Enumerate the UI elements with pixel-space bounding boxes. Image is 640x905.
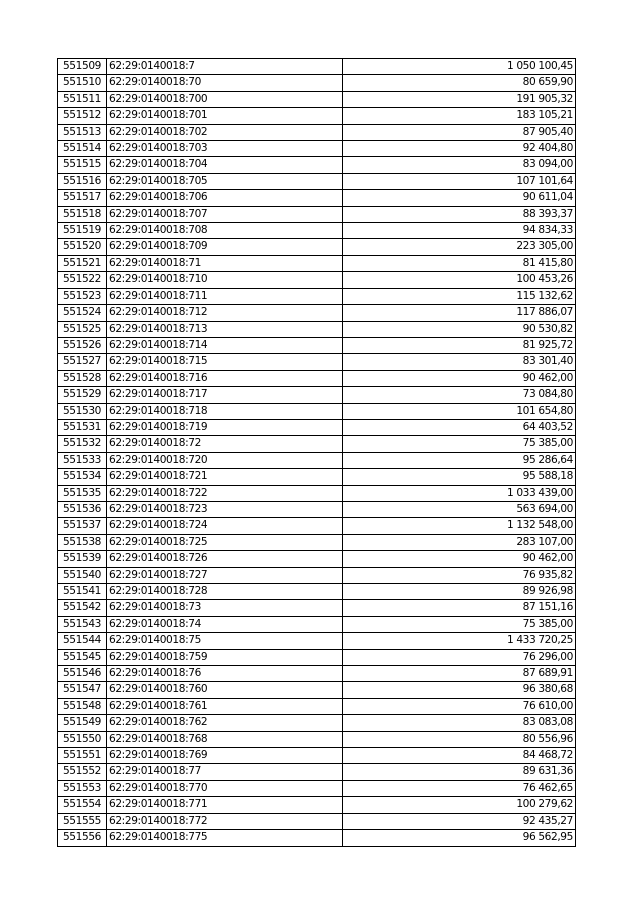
table-row [58,403,576,419]
cadastral-number-cell: 62:29:0140018:76 [107,666,343,682]
cadastral-number-cell: 62:29:0140018:760 [107,682,343,698]
cadastral-number-cell: 62:29:0140018:75 [107,633,343,649]
cadastral-number-cell: 62:29:0140018:712 [107,305,343,321]
cadastral-value-cell: 94 834,33 [343,223,576,239]
table-row [58,419,576,435]
cadastral-number-cell: 62:29:0140018:702 [107,124,343,140]
cadastral-number-cell: 62:29:0140018:728 [107,584,343,600]
row-id-cell: 551509 [58,59,107,75]
table-row [58,387,576,403]
table-row [58,830,576,846]
cadastral-number-cell: 62:29:0140018:775 [107,830,343,846]
cadastral-value-cell: 73 084,80 [343,387,576,403]
cadastral-value-cell: 90 462,00 [343,370,576,386]
row-id-cell: 551521 [58,255,107,271]
cadastral-value-cell: 80 659,90 [343,75,576,91]
table-row [58,255,576,271]
row-id-cell: 551525 [58,321,107,337]
cadastral-number-cell: 62:29:0140018:724 [107,518,343,534]
row-id-cell: 551555 [58,813,107,829]
cadastral-value-table [57,58,576,847]
row-id-cell: 551552 [58,764,107,780]
cadastral-value-cell: 90 530,82 [343,321,576,337]
table-row [58,124,576,140]
cadastral-number-cell: 62:29:0140018:761 [107,698,343,714]
table-row [58,633,576,649]
table-row [58,501,576,517]
cadastral-number-cell: 62:29:0140018:74 [107,616,343,632]
cadastral-value-cell: 107 101,64 [343,173,576,189]
row-id-cell: 551551 [58,748,107,764]
table-row [58,551,576,567]
row-id-cell: 551536 [58,501,107,517]
cadastral-number-cell: 62:29:0140018:771 [107,797,343,813]
table-row [58,108,576,124]
cadastral-number-cell: 62:29:0140018:720 [107,452,343,468]
table-row [58,797,576,813]
cadastral-value-cell: 76 296,00 [343,649,576,665]
cadastral-value-cell: 1 433 720,25 [343,633,576,649]
cadastral-number-cell: 62:29:0140018:706 [107,190,343,206]
cadastral-number-cell: 62:29:0140018:772 [107,813,343,829]
cadastral-number-cell: 62:29:0140018:700 [107,91,343,107]
table-row [58,666,576,682]
cadastral-number-cell: 62:29:0140018:725 [107,534,343,550]
table-row [58,518,576,534]
table-row [58,616,576,632]
cadastral-value-cell: 183 105,21 [343,108,576,124]
table-row [58,485,576,501]
table-row [58,715,576,731]
cadastral-number-cell: 62:29:0140018:769 [107,748,343,764]
table-body [58,59,576,847]
row-id-cell: 551545 [58,649,107,665]
cadastral-value-cell: 223 305,00 [343,239,576,255]
row-id-cell: 551526 [58,337,107,353]
cadastral-number-cell: 62:29:0140018:707 [107,206,343,222]
row-id-cell: 551529 [58,387,107,403]
table-row [58,59,576,75]
row-id-cell: 551511 [58,91,107,107]
row-id-cell: 551546 [58,666,107,682]
cadastral-value-cell: 87 689,91 [343,666,576,682]
table-row [58,813,576,829]
row-id-cell: 551547 [58,682,107,698]
row-id-cell: 551549 [58,715,107,731]
table-row [58,173,576,189]
row-id-cell: 551517 [58,190,107,206]
cadastral-value-cell: 96 562,95 [343,830,576,846]
cadastral-value-cell: 191 905,32 [343,91,576,107]
cadastral-value-cell: 87 905,40 [343,124,576,140]
table-row [58,91,576,107]
cadastral-value-cell: 76 462,65 [343,780,576,796]
cadastral-value-cell: 96 380,68 [343,682,576,698]
table-row [58,584,576,600]
table-row [58,305,576,321]
cadastral-number-cell: 62:29:0140018:714 [107,337,343,353]
cadastral-value-cell: 75 385,00 [343,616,576,632]
cadastral-value-cell: 100 279,62 [343,797,576,813]
row-id-cell: 551519 [58,223,107,239]
table-row [58,370,576,386]
cadastral-number-cell: 62:29:0140018:719 [107,419,343,435]
row-id-cell: 551523 [58,288,107,304]
cadastral-value-cell: 88 393,37 [343,206,576,222]
row-id-cell: 551513 [58,124,107,140]
cadastral-number-cell: 62:29:0140018:73 [107,600,343,616]
cadastral-number-cell: 62:29:0140018:705 [107,173,343,189]
table-row [58,682,576,698]
table-row [58,157,576,173]
row-id-cell: 551528 [58,370,107,386]
cadastral-number-cell: 62:29:0140018:711 [107,288,343,304]
cadastral-value-cell: 76 935,82 [343,567,576,583]
cadastral-value-cell: 115 132,62 [343,288,576,304]
row-id-cell: 551524 [58,305,107,321]
cadastral-value-cell: 1 050 100,45 [343,59,576,75]
cadastral-number-cell: 62:29:0140018:708 [107,223,343,239]
cadastral-number-cell: 62:29:0140018:71 [107,255,343,271]
table-row [58,649,576,665]
row-id-cell: 551553 [58,780,107,796]
cadastral-number-cell: 62:29:0140018:7 [107,59,343,75]
cadastral-value-cell: 75 385,00 [343,436,576,452]
cadastral-value-cell: 92 404,80 [343,141,576,157]
table-row [58,698,576,714]
cadastral-number-cell: 62:29:0140018:722 [107,485,343,501]
cadastral-number-cell: 62:29:0140018:717 [107,387,343,403]
cadastral-number-cell: 62:29:0140018:710 [107,272,343,288]
cadastral-number-cell: 62:29:0140018:768 [107,731,343,747]
cadastral-number-cell: 62:29:0140018:703 [107,141,343,157]
table-row [58,436,576,452]
table-row [58,731,576,747]
row-id-cell: 551534 [58,469,107,485]
row-id-cell: 551510 [58,75,107,91]
cadastral-number-cell: 62:29:0140018:77 [107,764,343,780]
cadastral-value-cell: 84 468,72 [343,748,576,764]
table-row [58,75,576,91]
cadastral-value-cell: 81 415,80 [343,255,576,271]
cadastral-value-cell: 80 556,96 [343,731,576,747]
row-id-cell: 551535 [58,485,107,501]
row-id-cell: 551532 [58,436,107,452]
row-id-cell: 551548 [58,698,107,714]
cadastral-number-cell: 62:29:0140018:718 [107,403,343,419]
row-id-cell: 551544 [58,633,107,649]
cadastral-number-cell: 62:29:0140018:726 [107,551,343,567]
cadastral-value-cell: 563 694,00 [343,501,576,517]
cadastral-number-cell: 62:29:0140018:727 [107,567,343,583]
row-id-cell: 551527 [58,354,107,370]
row-id-cell: 551533 [58,452,107,468]
cadastral-number-cell: 62:29:0140018:713 [107,321,343,337]
cadastral-value-cell: 64 403,52 [343,419,576,435]
cadastral-value-cell: 117 886,07 [343,305,576,321]
cadastral-number-cell: 62:29:0140018:721 [107,469,343,485]
row-id-cell: 551556 [58,830,107,846]
table-row [58,272,576,288]
row-id-cell: 551520 [58,239,107,255]
row-id-cell: 551538 [58,534,107,550]
cadastral-number-cell: 62:29:0140018:701 [107,108,343,124]
table-row [58,354,576,370]
row-id-cell: 551540 [58,567,107,583]
cadastral-number-cell: 62:29:0140018:72 [107,436,343,452]
table-row [58,141,576,157]
table-row [58,764,576,780]
row-id-cell: 551537 [58,518,107,534]
cadastral-number-cell: 62:29:0140018:709 [107,239,343,255]
cadastral-number-cell: 62:29:0140018:70 [107,75,343,91]
row-id-cell: 551516 [58,173,107,189]
row-id-cell: 551530 [58,403,107,419]
cadastral-number-cell: 62:29:0140018:704 [107,157,343,173]
table-row [58,337,576,353]
cadastral-value-cell: 101 654,80 [343,403,576,419]
table-row [58,288,576,304]
row-id-cell: 551554 [58,797,107,813]
row-id-cell: 551518 [58,206,107,222]
cadastral-value-cell: 83 301,40 [343,354,576,370]
cadastral-value-cell: 89 631,36 [343,764,576,780]
table-row [58,534,576,550]
cadastral-value-cell: 283 107,00 [343,534,576,550]
cadastral-value-cell: 87 151,16 [343,600,576,616]
row-id-cell: 551531 [58,419,107,435]
table-row [58,567,576,583]
cadastral-value-cell: 92 435,27 [343,813,576,829]
table-row [58,206,576,222]
row-id-cell: 551550 [58,731,107,747]
row-id-cell: 551522 [58,272,107,288]
row-id-cell: 551514 [58,141,107,157]
cadastral-number-cell: 62:29:0140018:723 [107,501,343,517]
table-row [58,469,576,485]
table-row [58,780,576,796]
cadastral-number-cell: 62:29:0140018:762 [107,715,343,731]
cadastral-value-cell: 95 588,18 [343,469,576,485]
cadastral-value-cell: 1 132 548,00 [343,518,576,534]
row-id-cell: 551542 [58,600,107,616]
row-id-cell: 551515 [58,157,107,173]
table-row [58,190,576,206]
cadastral-value-cell: 90 611,04 [343,190,576,206]
row-id-cell: 551512 [58,108,107,124]
table-row [58,452,576,468]
cadastral-number-cell: 62:29:0140018:716 [107,370,343,386]
table-row [58,748,576,764]
cadastral-value-cell: 83 083,08 [343,715,576,731]
row-id-cell: 551543 [58,616,107,632]
row-id-cell: 551539 [58,551,107,567]
cadastral-value-cell: 89 926,98 [343,584,576,600]
table-row [58,239,576,255]
cadastral-number-cell: 62:29:0140018:759 [107,649,343,665]
cadastral-number-cell: 62:29:0140018:715 [107,354,343,370]
cadastral-value-cell: 90 462,00 [343,551,576,567]
cadastral-value-cell: 100 453,26 [343,272,576,288]
table-row [58,600,576,616]
row-id-cell: 551541 [58,584,107,600]
cadastral-value-cell: 83 094,00 [343,157,576,173]
table-row [58,321,576,337]
cadastral-value-cell: 81 925,72 [343,337,576,353]
cadastral-value-cell: 95 286,64 [343,452,576,468]
cadastral-value-cell: 76 610,00 [343,698,576,714]
cadastral-value-cell: 1 033 439,00 [343,485,576,501]
cadastral-number-cell: 62:29:0140018:770 [107,780,343,796]
table-row [58,223,576,239]
